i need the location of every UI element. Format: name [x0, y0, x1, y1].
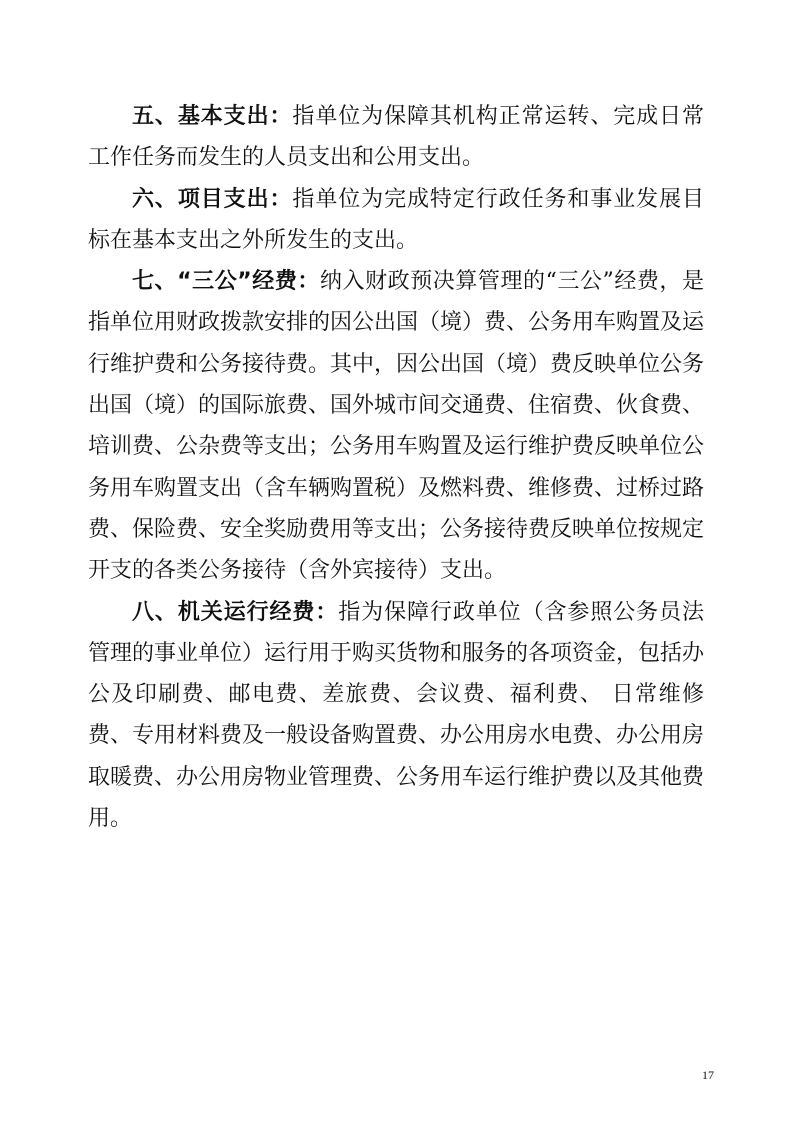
document-body	[88, 96, 704, 839]
paragraph-three-public-expenses	[88, 261, 704, 591]
term-project-expenditure: 六、项目支出：	[132, 186, 293, 212]
paragraph-operating-expenses	[88, 592, 704, 840]
term-three-public-expenses: 七、“三公”经费：	[132, 269, 320, 295]
term-basic-expenditure: 五、基本支出：	[132, 104, 293, 129]
definition-three-public-expenses: 纳入财政预决算管理的“三公”经费，是指单位用财政拨款安排的因公出国（境）费、公务用车购置及运行维护费和公务接待费。其中，因公出国（境）费反映单位公务出国（境）的国际旅费、国外城市间交通费、住宿费、伙食费、培训费、公杂费等支出；公务用车购置及运行维护费反映单位公务用车购置支出（含车辆购置税）及燃料费、维修费、过桥过路费、保险费、安全奖励费用等支出；公务接待费反映单位按规定开支的各类公务接待（含外宾接待）支出。	[88, 269, 705, 584]
paragraph-basic-expenditure	[88, 96, 704, 179]
page-number: 17	[702, 1068, 714, 1082]
definition-operating-expenses: 指为保障行政单位（含参照公务员法管理的事业单位）运行用于购买货物和服务的各项资金，包括办公及印刷费、邮电费、差旅费、会议费、福利费、 日常维修费、专用材料费及一般设备购置费、办公用房水电费、办公用房取暖费、办公用房物业管理费、公务用车运行维护费以及其他费用。	[88, 599, 705, 832]
term-operating-expenses: 八、机关运行经费：	[132, 599, 339, 625]
paragraph-project-expenditure	[88, 179, 704, 262]
definition-basic-expenditure: 指单位为保障其机构正常运转、完成日常工作任务而发生的人员支出和公用支出。	[88, 104, 704, 171]
definition-project-expenditure: 指单位为完成特定行政任务和事业发展目标在基本支出之外所发生的支出。	[88, 186, 704, 253]
